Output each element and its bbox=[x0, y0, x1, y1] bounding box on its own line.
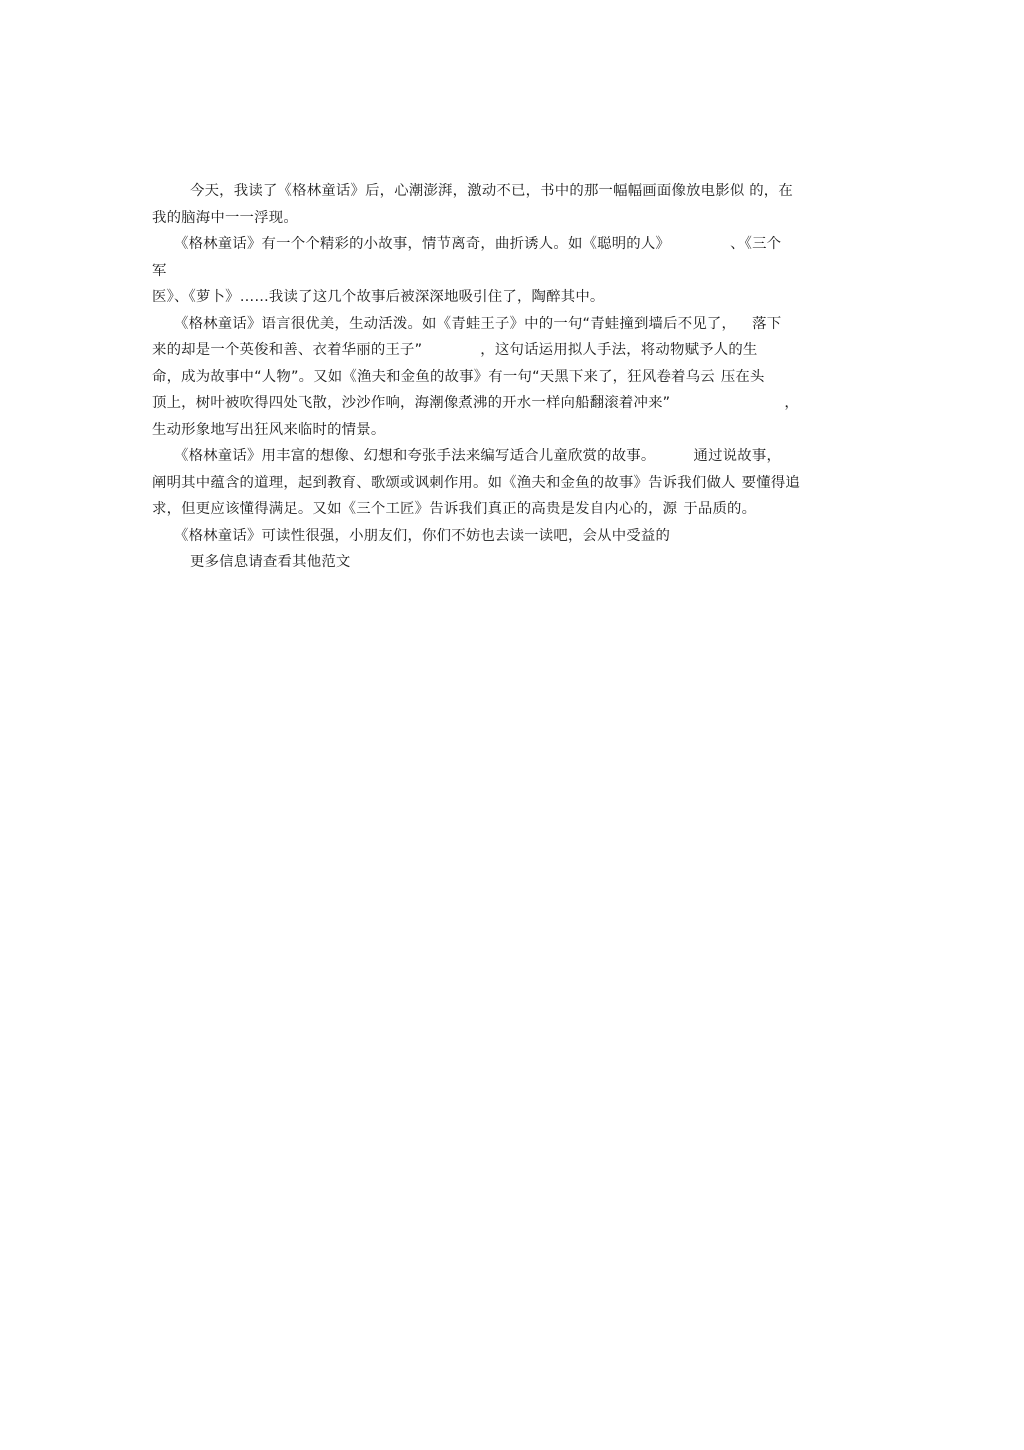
text-run: 要懂得追 bbox=[741, 474, 801, 491]
paragraph-3-line-3 bbox=[152, 364, 872, 391]
text-run: 压在头 bbox=[720, 368, 765, 385]
text-run: 今天，我读了《格林童话》后，心潮澎湃，激动不已，书中的那一幅幅画面像放电影似 的，在 bbox=[190, 183, 793, 199]
paragraph-3-line-2 bbox=[152, 337, 872, 364]
text-run: 求，但更应该懂得满足。又如《三个工匠》告诉我们真正的高贵是发自内心的，源 bbox=[152, 501, 678, 517]
text-run: 阐明其中蕴含的道理，起到教育、歌颂或讽刺作用。如《渔夫和金鱼的故事》告诉我们做人 bbox=[152, 474, 736, 491]
paragraph-2-line-3 bbox=[152, 284, 872, 311]
text-run: 生动形象地写出狂风来临时的情景。 bbox=[152, 421, 386, 438]
text-run: 、《三个 bbox=[730, 236, 782, 252]
text-run: 来的却是一个英俊和善、衣着华丽的王子” bbox=[152, 342, 423, 358]
essay-body bbox=[152, 178, 872, 576]
text-run: 《格林童话》可读性很强，小朋友们，你们不妨也去读一读吧，会从中受益的 bbox=[174, 527, 671, 544]
text-run: 顶上，树叶被吹得四处飞散，沙沙作响，海潮像煮沸的开水一样向船翻滚着冲来” bbox=[152, 395, 671, 411]
paragraph-2-line-2 bbox=[152, 258, 872, 285]
paragraph-5-line-1 bbox=[152, 523, 872, 550]
paragraph-3-line-1 bbox=[152, 311, 872, 338]
text-run: 落下 bbox=[752, 315, 782, 332]
footer-note bbox=[152, 549, 872, 576]
paragraph-2-line-1 bbox=[152, 231, 872, 258]
paragraph-1-line-2 bbox=[152, 205, 872, 232]
text-run: 我的脑海中一一浮现。 bbox=[152, 209, 298, 226]
paragraph-1-line-1 bbox=[152, 178, 872, 205]
paragraph-4-line-3 bbox=[152, 496, 872, 523]
text-run: 《格林童话》语言很优美，生动活泼。如《青蛙王子》中的一句“青蛙撞到墙后不见了， bbox=[174, 315, 737, 332]
text-run: 《格林童话》用丰富的想像、幻想和夸张手法来编写适合儿童欣赏的故事。 bbox=[174, 448, 656, 464]
paragraph-4-line-1 bbox=[152, 443, 872, 470]
text-run: 通过说故事， bbox=[693, 448, 782, 464]
text-run: ， bbox=[784, 395, 799, 411]
text-run: 军 bbox=[152, 262, 167, 279]
text-run: ，这句话运用拟人手法，将动物赋予人的生 bbox=[480, 342, 758, 358]
paragraph-4-line-2 bbox=[152, 470, 872, 497]
text-run: 命，成为故事中“人物”。又如《渔夫和金鱼的故事》有一句“天黑下来了，狂风卷着乌云 bbox=[152, 368, 715, 385]
text-run: 《格林童话》有一个个精彩的小故事，情节离奇，曲折诱人。如《聪明的人》 bbox=[174, 236, 671, 252]
text-run: 医》、《萝卜》……我读了这几个故事后被深深地吸引住了，陶醉其中。 bbox=[152, 289, 605, 305]
paragraph-3-line-4 bbox=[152, 390, 872, 417]
paragraph-3-line-5 bbox=[152, 417, 872, 444]
text-run: 更多信息请查看其他范文 bbox=[190, 554, 351, 570]
text-run: 于品质的。 bbox=[683, 501, 757, 517]
